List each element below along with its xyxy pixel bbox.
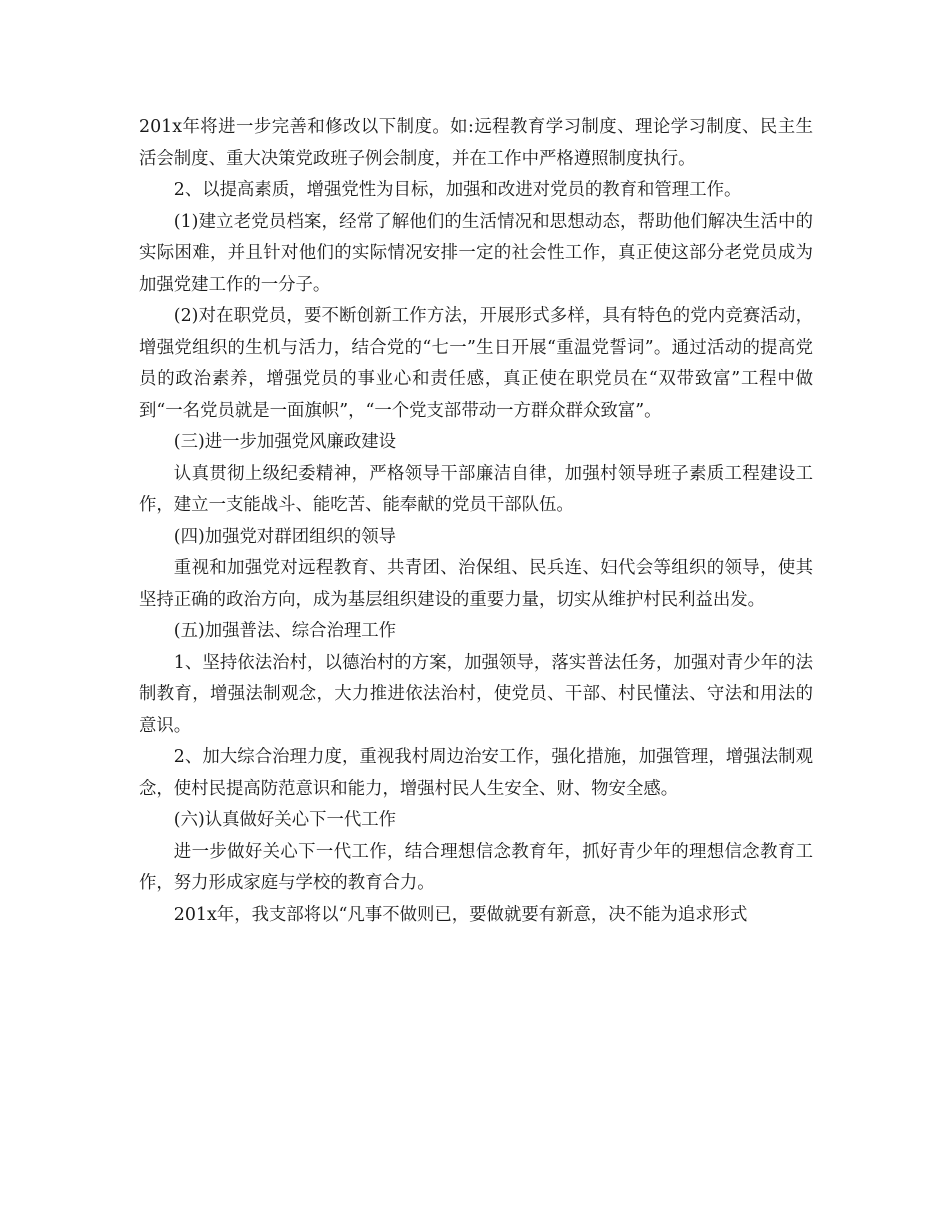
paragraph-9: 进一步做好关心下一代工作，结合理想信念教育年，抓好青少年的理想信念教育工作，努力形成家庭与学校的教育合力。 [139, 841, 813, 893]
paragraph-2: 2、以提高素质，增强党性为目标，加强和改进对党员的教育和管理工作。 [173, 180, 742, 200]
section-heading-3: (三)进一步加强党风廉政建设 [173, 432, 397, 452]
paragraph-1: 201x年将进一步完善和修改以下制度。如:远程教育学习制度、理论学习制度、民主生活会制度、重大决策党政班子例会制度，并在工作中严格遵照制度执行。 [139, 117, 813, 169]
document-page [139, 112, 813, 931]
paragraph-8: 2、加大综合治理力度，重视我村周边治安工作，强化措施，加强管理，增强法制观念，使村民提高防范意识和能力，增强村民人生安全、财、物安全感。 [139, 747, 813, 799]
section-heading-6: (六)认真做好关心下一代工作 [173, 810, 397, 830]
paragraph-10: 201x年，我支部将以“凡事不做则已，要做就要有新意，决不能为追求形式 [173, 904, 748, 925]
paragraph-3: (1)建立老党员档案，经常了解他们的生活情况和思想动态，帮助他们解决生活中的实际困难，并且针对他们的实际情况安排一定的社会性工作，真正使这部分老党员成为加强党建工作的一分子。 [139, 211, 813, 295]
section-heading-5: (五)加强普法、综合治理工作 [173, 621, 397, 641]
paragraph-5: 认真贯彻上级纪委精神，严格领导干部廉洁自律，加强村领导班子素质工程建设工作，建立一支能战斗、能吃苦、能奉献的党员干部队伍。 [139, 463, 813, 515]
paragraph-6: 重视和加强党对远程教育、共青团、治保组、民兵连、妇代会等组织的领导，使其坚持正确的政治方向，成为基层组织建设的重要力量，切实从维护村民利益出发。 [139, 558, 813, 610]
paragraph-7: 1、坚持依法治村，以德治村的方案，加强领导，落实普法任务，加强对青少年的法制教育，增强法制观念，大力推进依法治村，使党员、干部、村民懂法、守法和用法的意识。 [139, 652, 813, 736]
section-heading-4: (四)加强党对群团组织的领导 [173, 526, 397, 547]
paragraph-4: (2)对在职党员，要不断创新工作方法，开展形式多样，具有特色的党内竞赛活动，增强党组织的生机与活力，结合党的“七一”生日开展“重温党誓词”。通过活动的提高党员的政治素养，增强党员的事业心和责任感，真正使在职党员在“双带致富”工程中做到“一名党员就是一面旗帜”，“一个党支部带动一方群众群众致富”。 [139, 306, 813, 421]
